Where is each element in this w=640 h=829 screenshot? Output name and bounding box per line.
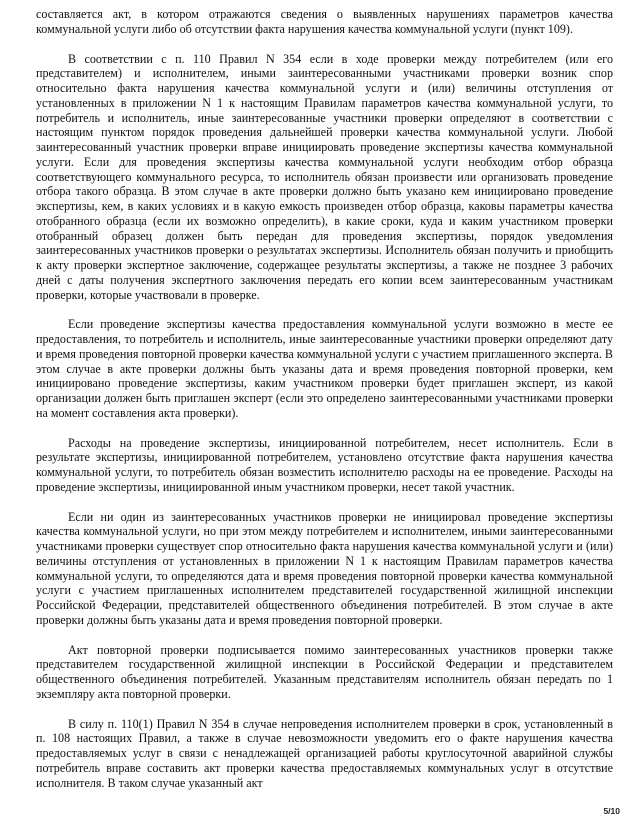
paragraph-consumer-act: В силу п. 110(1) Правил N 354 в случае непроведения исполнителем проверки в срок, установленный в п. 108 настоящих Правил, а также в случае невозможности уведомить его о факте нарушения качества предоставляемых услуг в связи с ненадлежащей организацией работы круглосуточной аварийной службы потребитель вправе составить акт проверки качества предоставляемых коммунальных услуг в отсутствие исполнителя. В таком случае указанный акт xyxy=(36,716,613,790)
paragraph-continuation: составляется акт, в котором отражаются сведения о выявленных нарушениях параметров качества коммунальной услуги либо об отсутствии факта нарушения качества коммунальной услуги (пункт 109). xyxy=(36,7,613,36)
document-page xyxy=(36,7,613,790)
paragraph-repeat-inspection: Если ни один из заинтересованных участников проверки не инициировал проведение экспертизы качества коммунальной услуги, но при этом между потребителем и исполнителем, иными заинтересованными участниками проверки существует спор относительно факта нарушения качества коммунальной услуги и (или) величины отступления от установленных в приложении N 1 к настоящим Правилам параметров качества коммунальной услуги, то определяются дата и время проведения повторной проверки качества коммунальной услуги с участием приглашенных исполнителем представителей государственной жилищной инспекции Российской Федерации, представителей общественного объединения потребителей. В этом случае в акте проверки должны быть указаны дата и время проведения повторной проверки. xyxy=(36,509,613,627)
paragraph-on-site-expertise: Если проведение экспертизы качества предоставления коммунальной услуги возможно в месте ее предоставления, то потребитель и исполнитель, иные заинтересованные участники проверки определяют дату и время проведения повторной проверки качества коммунальной услуги с участием приглашенного эксперта. В этом случае в акте проверки должны быть указаны дата и время проведения повторной проверки, кем инициировано проведение экспертизы, каким участником проверки будет приглашен эксперт, из какой организации должен быть приглашен эксперт (если это определено заинтересованными участниками проверки на момент составления акта проверки). xyxy=(36,317,613,420)
page-number: 5/10 xyxy=(603,806,620,816)
paragraph-repeat-act: Акт повторной проверки подписывается помимо заинтересованных участников проверки также представителем государственной жилищной инспекции в Российской Федерации и представителем общественного объединения потребителей. Указанным представителям исполнитель обязан передать по 1 экземпляру акта повторной проверки. xyxy=(36,642,613,701)
paragraph-expertise-costs: Расходы на проведение экспертизы, инициированной потребителем, несет исполнитель. Если в результате экспертизы, инициированной потребителем, установлено отсутствие факта нарушения качества коммунальной услуги, то потребитель обязан возместить исполнителю расходы на ее проведение. Расходы на проведение экспертизы, инициированной иным участником проверки, несет такой участник. xyxy=(36,435,613,494)
paragraph-expert-dispute: В соответствии с п. 110 Правил N 354 если в ходе проверки между потребителем (или его представителем) и исполнителем, иными заинтересованными участниками проверки возник спор относительно факта нарушения качества коммунальной услуги и (или) величины отступления от установленных в приложении N 1 к настоящим Правилам параметров качества коммунальной услуги, то потребитель и исполнитель, иные заинтересованные участники проверки определяют в соответствии с настоящим пунктом порядок проведения дальнейшей проверки качества коммунальной услуги. Любой заинтересованный участник проверки вправе инициировать проведение экспертизы качества коммунальной услуги. Если для проведения экспертизы качества коммунальной услуги необходим отбор образца соответствующего коммунального ресурса, то исполнитель обязан произвести или организовать проведение отбора такого образца. В этом случае в акте проверки должно быть указано кем инициировано проведение экспертизы, кем, в каких условиях и в какую емкость произведен отбор образца, каковы параметры качества отобранного образца (если их возможно определить), в какие сроки, куда и каким участником проверки отобранный образец должен быть передан для проведения экспертизы, порядок уведомления заинтересованных участников проверки о результатах экспертизы. Исполнитель обязан получить и приобщить к акту проверки экспертное заключение, содержащее результаты экспертизы, а также не позднее 3 рабочих дней с даты получения экспертного заключения передать его копии всем заинтересованным участникам проверки, которые участвовали в проверке. xyxy=(36,51,613,302)
